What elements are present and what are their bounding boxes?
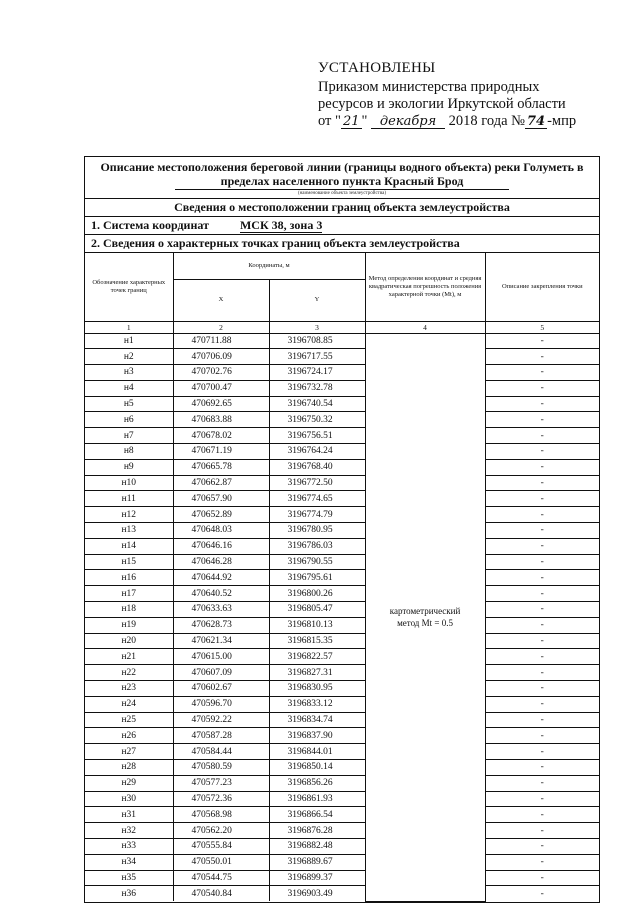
x-coordinate-cell: 470544.75 bbox=[173, 870, 269, 886]
description-cell: - bbox=[485, 444, 599, 460]
table-row bbox=[85, 839, 599, 855]
y-coordinate-cell: 3196810.13 bbox=[269, 617, 365, 633]
table-row bbox=[85, 665, 599, 681]
y-coordinate-cell: 3196732.78 bbox=[269, 380, 365, 396]
y-coordinate-cell: 3196724.17 bbox=[269, 365, 365, 381]
x-coordinate-cell: 470615.00 bbox=[173, 649, 269, 665]
x-coordinate-cell: 470568.98 bbox=[173, 807, 269, 823]
column-number: 1 bbox=[85, 321, 173, 333]
description-cell: - bbox=[485, 602, 599, 618]
column-number: 4 bbox=[365, 321, 485, 333]
table-row bbox=[85, 475, 599, 491]
table-row bbox=[85, 538, 599, 554]
point-id-cell: н33 bbox=[85, 839, 173, 855]
x-coordinate-cell: 470602.67 bbox=[173, 681, 269, 697]
description-cell: - bbox=[485, 744, 599, 760]
description-cell: - bbox=[485, 807, 599, 823]
y-coordinate-cell: 3196866.54 bbox=[269, 807, 365, 823]
x-coordinate-cell: 470644.92 bbox=[173, 570, 269, 586]
point-id-cell: н6 bbox=[85, 412, 173, 428]
y-coordinate-cell: 3196764.24 bbox=[269, 444, 365, 460]
point-id-cell: н35 bbox=[85, 870, 173, 886]
point-id-cell: н7 bbox=[85, 428, 173, 444]
y-coordinate-cell: 3196790.55 bbox=[269, 554, 365, 570]
y-coordinate-cell: 3196834.74 bbox=[269, 712, 365, 728]
point-id-cell: н13 bbox=[85, 523, 173, 539]
coordinate-system-label: 1. Система координат bbox=[91, 218, 209, 232]
y-coordinate-cell: 3196844.01 bbox=[269, 744, 365, 760]
point-id-cell: н22 bbox=[85, 665, 173, 681]
description-cell: - bbox=[485, 507, 599, 523]
boundary-description-sheet bbox=[84, 156, 600, 903]
description-cell: - bbox=[485, 886, 599, 901]
x-coordinate-cell: 470640.52 bbox=[173, 586, 269, 602]
point-id-cell: н5 bbox=[85, 396, 173, 412]
description-cell: - bbox=[485, 649, 599, 665]
point-id-cell: н28 bbox=[85, 760, 173, 776]
point-id-cell: н9 bbox=[85, 459, 173, 475]
table-row bbox=[85, 602, 599, 618]
table-row bbox=[85, 333, 599, 349]
table-row bbox=[85, 760, 599, 776]
y-coordinate-cell: 3196768.40 bbox=[269, 459, 365, 475]
table-row bbox=[85, 681, 599, 697]
y-coordinate-cell: 3196833.12 bbox=[269, 696, 365, 712]
description-cell: - bbox=[485, 586, 599, 602]
x-coordinate-cell: 470572.36 bbox=[173, 791, 269, 807]
column-number: 3 bbox=[269, 321, 365, 333]
table-row bbox=[85, 554, 599, 570]
y-coordinate-cell: 3196815.35 bbox=[269, 633, 365, 649]
description-cell: - bbox=[485, 491, 599, 507]
table-row bbox=[85, 728, 599, 744]
description-cell: - bbox=[485, 523, 599, 539]
approval-block bbox=[318, 60, 618, 130]
point-id-cell: н36 bbox=[85, 886, 173, 901]
table-row bbox=[85, 349, 599, 365]
y-coordinate-cell: 3196756.51 bbox=[269, 428, 365, 444]
point-id-cell: н26 bbox=[85, 728, 173, 744]
description-cell: - bbox=[485, 775, 599, 791]
y-coordinate-cell: 3196876.28 bbox=[269, 823, 365, 839]
description-cell: - bbox=[485, 712, 599, 728]
object-title-section bbox=[85, 157, 599, 199]
description-cell: - bbox=[485, 380, 599, 396]
description-cell: - bbox=[485, 665, 599, 681]
approval-quote-close: " bbox=[361, 113, 368, 129]
column-numbers-row bbox=[85, 321, 599, 333]
x-coordinate-cell: 470580.59 bbox=[173, 760, 269, 776]
point-id-cell: н23 bbox=[85, 681, 173, 697]
x-coordinate-cell: 470592.22 bbox=[173, 712, 269, 728]
point-id-cell: н29 bbox=[85, 775, 173, 791]
point-id-cell: н16 bbox=[85, 570, 173, 586]
approval-line-2: ресурсов и экологии Иркутской области bbox=[318, 96, 566, 112]
point-id-cell: н30 bbox=[85, 791, 173, 807]
table-row bbox=[85, 459, 599, 475]
header-description: Описание закрепления точки bbox=[485, 253, 599, 321]
x-coordinate-cell: 470700.47 bbox=[173, 380, 269, 396]
description-cell: - bbox=[485, 538, 599, 554]
table-row bbox=[85, 412, 599, 428]
approval-line-1: Приказом министерства природных bbox=[318, 79, 540, 95]
description-cell: - bbox=[485, 791, 599, 807]
point-id-cell: н17 bbox=[85, 586, 173, 602]
table-row bbox=[85, 823, 599, 839]
y-coordinate-cell: 3196774.65 bbox=[269, 491, 365, 507]
x-coordinate-cell: 470555.84 bbox=[173, 839, 269, 855]
approval-number: 74 bbox=[527, 114, 546, 129]
column-number: 2 bbox=[173, 321, 269, 333]
table-row bbox=[85, 365, 599, 381]
point-id-cell: н31 bbox=[85, 807, 173, 823]
point-id-cell: н2 bbox=[85, 349, 173, 365]
description-cell: - bbox=[485, 475, 599, 491]
approval-from-prefix: от " bbox=[318, 113, 341, 129]
table-row bbox=[85, 617, 599, 633]
point-id-cell: н19 bbox=[85, 617, 173, 633]
x-coordinate-cell: 470702.76 bbox=[173, 365, 269, 381]
description-cell: - bbox=[485, 870, 599, 886]
object-subtitle: (наименование объекта землеустройства) bbox=[175, 189, 509, 197]
x-coordinate-cell: 470584.44 bbox=[173, 744, 269, 760]
description-cell: - bbox=[485, 633, 599, 649]
y-coordinate-cell: 3196856.26 bbox=[269, 775, 365, 791]
y-coordinate-cell: 3196795.61 bbox=[269, 570, 365, 586]
table-row bbox=[85, 633, 599, 649]
description-cell: - bbox=[485, 823, 599, 839]
description-cell: - bbox=[485, 459, 599, 475]
header-x: X bbox=[173, 279, 269, 321]
approval-suffix: -мпр bbox=[547, 113, 577, 129]
description-cell: - bbox=[485, 412, 599, 428]
x-coordinate-cell: 470665.78 bbox=[173, 459, 269, 475]
table-row bbox=[85, 886, 599, 901]
header-method: Метод определения координат и средняя квадратическая погрешность положения характерной точки (Mt), м bbox=[365, 253, 485, 321]
table-row bbox=[85, 712, 599, 728]
coordinate-system-value: МСК 38, зона 3 bbox=[239, 218, 323, 232]
y-coordinate-cell: 3196772.50 bbox=[269, 475, 365, 491]
x-coordinate-cell: 470596.70 bbox=[173, 696, 269, 712]
x-coordinate-cell: 470648.03 bbox=[173, 523, 269, 539]
point-id-cell: н25 bbox=[85, 712, 173, 728]
y-coordinate-cell: 3196899.37 bbox=[269, 870, 365, 886]
y-coordinate-cell: 3196861.93 bbox=[269, 791, 365, 807]
y-coordinate-cell: 3196750.32 bbox=[269, 412, 365, 428]
y-coordinate-cell: 3196837.90 bbox=[269, 728, 365, 744]
table-row bbox=[85, 870, 599, 886]
x-coordinate-cell: 470711.88 bbox=[173, 333, 269, 349]
y-coordinate-cell: 3196889.67 bbox=[269, 854, 365, 870]
point-id-cell: н18 bbox=[85, 602, 173, 618]
point-id-cell: н15 bbox=[85, 554, 173, 570]
x-coordinate-cell: 470550.01 bbox=[173, 854, 269, 870]
x-coordinate-cell: 470662.87 bbox=[173, 475, 269, 491]
x-coordinate-cell: 470678.02 bbox=[173, 428, 269, 444]
point-id-cell: н10 bbox=[85, 475, 173, 491]
description-cell: - bbox=[485, 760, 599, 776]
table-row bbox=[85, 380, 599, 396]
x-coordinate-cell: 470628.73 bbox=[173, 617, 269, 633]
x-coordinate-cell: 470607.09 bbox=[173, 665, 269, 681]
header-point-designation: Обозначение характерных точек границ bbox=[85, 253, 173, 321]
description-cell: - bbox=[485, 854, 599, 870]
table-row bbox=[85, 428, 599, 444]
description-cell: - bbox=[485, 839, 599, 855]
point-id-cell: н3 bbox=[85, 365, 173, 381]
x-coordinate-cell: 470577.23 bbox=[173, 775, 269, 791]
table-row bbox=[85, 444, 599, 460]
description-cell: - bbox=[485, 554, 599, 570]
point-id-cell: н1 bbox=[85, 333, 173, 349]
description-cell: - bbox=[485, 333, 599, 349]
table-row bbox=[85, 696, 599, 712]
x-coordinate-cell: 470633.63 bbox=[173, 602, 269, 618]
table-row bbox=[85, 854, 599, 870]
point-id-cell: н24 bbox=[85, 696, 173, 712]
y-coordinate-cell: 3196850.14 bbox=[269, 760, 365, 776]
table-row bbox=[85, 586, 599, 602]
table-row bbox=[85, 523, 599, 539]
x-coordinate-cell: 470562.20 bbox=[173, 823, 269, 839]
y-coordinate-cell: 3196827.31 bbox=[269, 665, 365, 681]
point-id-cell: н34 bbox=[85, 854, 173, 870]
method-line-1: картометрический bbox=[389, 606, 461, 617]
table-row bbox=[85, 775, 599, 791]
approval-day: 21 bbox=[342, 114, 360, 129]
description-cell: - bbox=[485, 728, 599, 744]
header-coordinates: Координаты, м bbox=[173, 253, 365, 279]
points-section-heading: 2. Сведения о характерных точках границ объекта землеустройства bbox=[85, 235, 599, 253]
point-id-cell: н20 bbox=[85, 633, 173, 649]
y-coordinate-cell: 3196780.95 bbox=[269, 523, 365, 539]
object-title: Описание местоположения береговой линии (границы водного объекта) реки Голуметь в пределах населенного пункта Красный Брод bbox=[100, 160, 584, 188]
y-coordinate-cell: 3196717.55 bbox=[269, 349, 365, 365]
y-coordinate-cell: 3196708.85 bbox=[269, 333, 365, 349]
x-coordinate-cell: 470683.88 bbox=[173, 412, 269, 428]
y-coordinate-cell: 3196800.26 bbox=[269, 586, 365, 602]
y-coordinate-cell: 3196740.54 bbox=[269, 396, 365, 412]
description-cell: - bbox=[485, 396, 599, 412]
description-cell: - bbox=[485, 428, 599, 444]
header-y: Y bbox=[269, 279, 365, 321]
point-id-cell: н8 bbox=[85, 444, 173, 460]
table-row bbox=[85, 791, 599, 807]
table-row bbox=[85, 570, 599, 586]
description-cell: - bbox=[485, 696, 599, 712]
point-id-cell: н14 bbox=[85, 538, 173, 554]
x-coordinate-cell: 470540.84 bbox=[173, 886, 269, 901]
method-cell bbox=[365, 333, 485, 901]
description-cell: - bbox=[485, 570, 599, 586]
y-coordinate-cell: 3196830.95 bbox=[269, 681, 365, 697]
y-coordinate-cell: 3196882.48 bbox=[269, 839, 365, 855]
x-coordinate-cell: 470652.89 bbox=[173, 507, 269, 523]
table-row bbox=[85, 507, 599, 523]
x-coordinate-cell: 470646.28 bbox=[173, 554, 269, 570]
point-id-cell: н11 bbox=[85, 491, 173, 507]
table-row bbox=[85, 744, 599, 760]
x-coordinate-cell: 470646.16 bbox=[173, 538, 269, 554]
x-coordinate-cell: 470621.34 bbox=[173, 633, 269, 649]
y-coordinate-cell: 3196774.79 bbox=[269, 507, 365, 523]
point-id-cell: н21 bbox=[85, 649, 173, 665]
y-coordinate-cell: 3196903.49 bbox=[269, 886, 365, 901]
approval-date-line bbox=[318, 113, 618, 130]
y-coordinate-cell: 3196822.57 bbox=[269, 649, 365, 665]
description-cell: - bbox=[485, 349, 599, 365]
x-coordinate-cell: 470692.65 bbox=[173, 396, 269, 412]
description-cell: - bbox=[485, 365, 599, 381]
x-coordinate-cell: 470706.09 bbox=[173, 349, 269, 365]
boundary-points-table bbox=[85, 253, 599, 902]
point-id-cell: н12 bbox=[85, 507, 173, 523]
x-coordinate-cell: 470657.90 bbox=[173, 491, 269, 507]
approval-title: УСТАНОВЛЕНЫ bbox=[318, 60, 436, 76]
section-heading: Сведения о местоположении границ объекта землеустройства bbox=[85, 199, 599, 217]
approval-year-text: 2018 года № bbox=[448, 113, 525, 129]
point-id-cell: н27 bbox=[85, 744, 173, 760]
description-cell: - bbox=[485, 681, 599, 697]
y-coordinate-cell: 3196805.47 bbox=[269, 602, 365, 618]
point-id-cell: н4 bbox=[85, 380, 173, 396]
table-row bbox=[85, 649, 599, 665]
description-cell: - bbox=[485, 617, 599, 633]
column-number: 5 bbox=[485, 321, 599, 333]
table-row bbox=[85, 807, 599, 823]
point-id-cell: н32 bbox=[85, 823, 173, 839]
table-row bbox=[85, 491, 599, 507]
method-line-2: метод Mt = 0.5 bbox=[397, 618, 453, 629]
approval-month: декабря bbox=[371, 115, 445, 129]
x-coordinate-cell: 470587.28 bbox=[173, 728, 269, 744]
table-row bbox=[85, 396, 599, 412]
coordinate-system-line bbox=[85, 217, 599, 235]
y-coordinate-cell: 3196786.03 bbox=[269, 538, 365, 554]
x-coordinate-cell: 470671.19 bbox=[173, 444, 269, 460]
